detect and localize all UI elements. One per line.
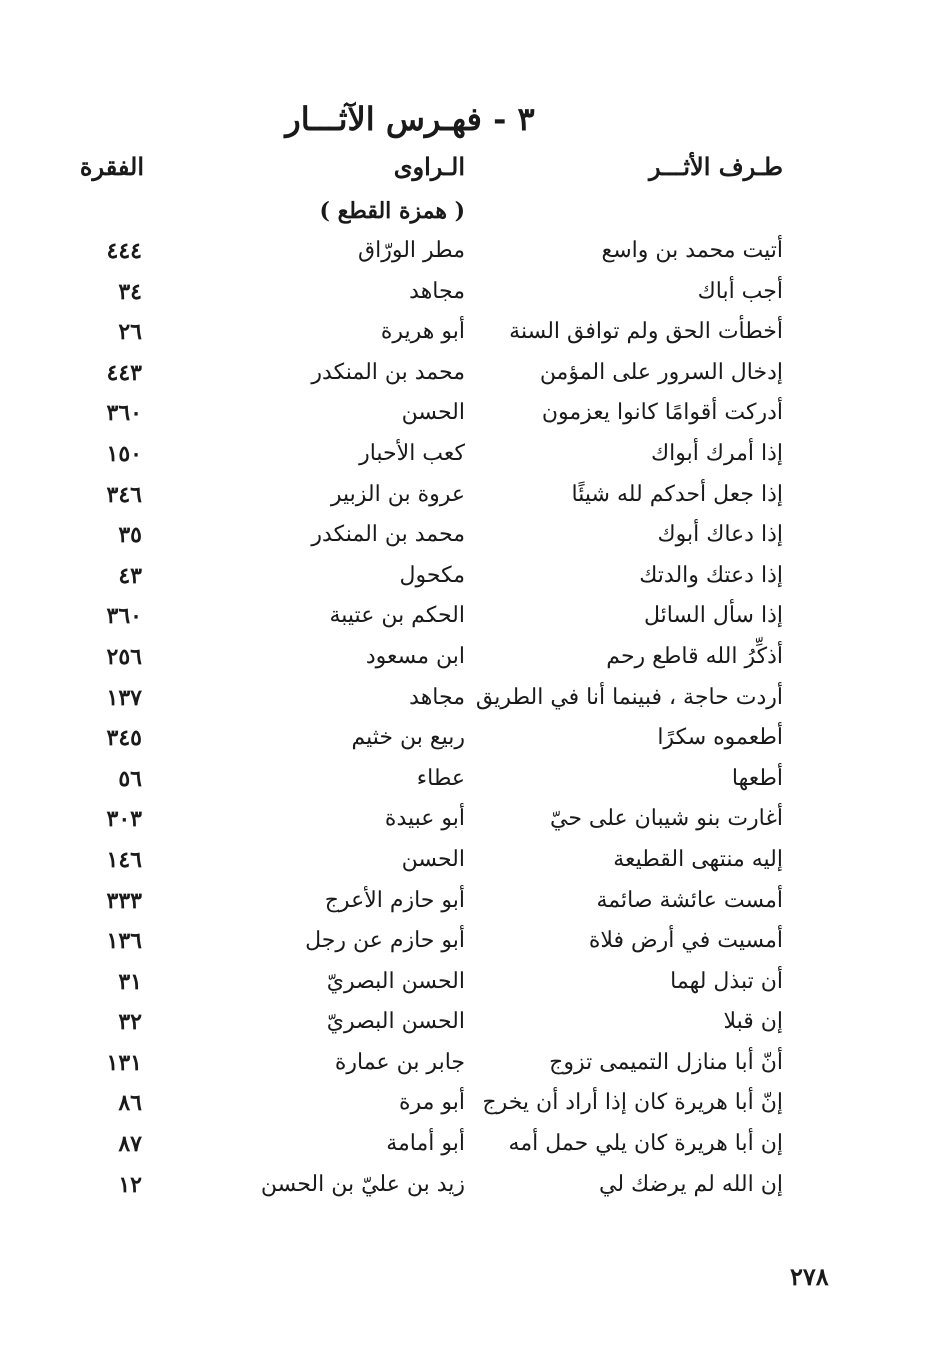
- paragraph-cell: ٤٤٤: [106, 238, 142, 264]
- rawi-cell: مجاهد: [409, 684, 465, 710]
- table-row: [0, 319, 941, 360]
- athar-cell: إدخال السرور على المؤمن: [539, 359, 783, 385]
- athar-cell: إن أبا هريرة كان يلي حمل أمه: [508, 1131, 783, 1157]
- table-row: [0, 400, 941, 441]
- table-row: [0, 1009, 941, 1050]
- column-header-paragraph: الفقرة: [79, 152, 144, 181]
- table-row: [0, 603, 941, 644]
- athar-cell: أمسيت في أرض فلاة: [588, 928, 783, 954]
- athar-cell: أجب أباك: [697, 278, 783, 304]
- athar-cell: إذا دعاك أبوك: [657, 522, 783, 548]
- athar-cell: إن قبلا: [723, 1009, 783, 1035]
- column-header-athar: طـرف الأثـــر: [649, 152, 783, 181]
- table-row: [0, 279, 941, 320]
- rawi-cell: أبو أمامة: [386, 1131, 465, 1157]
- table-row: [0, 644, 941, 685]
- table-header: [0, 152, 941, 192]
- rawi-cell: زيد بن عليّ بن الحسن: [260, 1171, 465, 1197]
- table-row: [0, 482, 941, 523]
- table-row: [0, 685, 941, 726]
- rawi-cell: الحكم بن عتيبة: [329, 603, 465, 629]
- rawi-cell: جابر بن عمارة: [334, 1049, 465, 1075]
- athar-cell: إذا دعتك والدتك: [639, 562, 783, 588]
- athar-cell: أن تبذل لهما: [670, 968, 783, 994]
- rawi-cell: أبو هريرة: [380, 319, 465, 345]
- rawi-cell: مطر الورّاق: [358, 238, 465, 263]
- athar-cell: إذا أمرك أبواك: [650, 440, 783, 466]
- table-row: [0, 522, 941, 563]
- rawi-cell: الحسن: [401, 846, 465, 872]
- paragraph-cell: ١٣٦: [106, 928, 142, 955]
- table-row: [0, 888, 941, 929]
- paragraph-cell: ٣٣٣: [106, 887, 142, 914]
- paragraph-cell: ٢٦: [118, 319, 142, 346]
- rawi-cell: أبو مرة: [398, 1090, 465, 1116]
- rawi-cell: الحسن: [401, 400, 465, 426]
- table-row: [0, 1090, 941, 1131]
- rawi-cell: مكحول: [399, 562, 465, 588]
- rawi-cell: أبو حازم عن رجل: [305, 928, 465, 954]
- paragraph-cell: ٨٦: [118, 1090, 142, 1117]
- rawi-cell: ربيع بن خثيم: [351, 725, 465, 751]
- athar-cell: أردت حاجة ، فبينما أنا في الطريق: [475, 684, 783, 710]
- paragraph-cell: ٨٧: [118, 1131, 142, 1158]
- rawi-cell: ابن مسعود: [365, 643, 465, 669]
- table-row: [0, 360, 941, 401]
- athar-cell: أغارت بنو شيبان على حيّ: [549, 806, 783, 832]
- paragraph-cell: ١٤٦: [106, 846, 142, 873]
- athar-cell: أطعها: [731, 765, 783, 791]
- column-header-rawi: الـراوى: [393, 152, 465, 181]
- athar-cell: أذكِّرُ الله قاطع رحم: [606, 643, 783, 669]
- table-row: [0, 725, 941, 766]
- paragraph-cell: ٣٥: [118, 522, 142, 549]
- table-row: [0, 1050, 941, 1091]
- table-row: [0, 563, 941, 604]
- athar-cell: أطعموه سكرًا: [657, 725, 783, 751]
- paragraph-cell: ٣٤٥: [106, 725, 142, 752]
- athar-cell: إذا سأل السائل: [643, 603, 783, 629]
- paragraph-cell: ٣٢: [118, 1009, 142, 1036]
- paragraph-cell: ١٢: [118, 1171, 142, 1198]
- rawi-cell: محمد بن المنكدر: [311, 522, 465, 548]
- table-row: [0, 766, 941, 807]
- rawi-cell: عروة بن الزبير: [330, 481, 465, 507]
- paragraph-cell: ٣٤: [118, 278, 142, 305]
- paragraph-cell: ٤٤٣: [106, 359, 142, 386]
- athar-cell: إذا جعل أحدكم لله شيئًا: [571, 481, 783, 507]
- table-row: [0, 1172, 941, 1213]
- rawi-cell: أبو حازم الأعرج: [324, 887, 465, 913]
- paragraph-cell: ٤٣: [118, 562, 142, 589]
- paragraph-cell: ٣٦٠: [106, 603, 142, 630]
- athar-cell: إليه منتهى القطيعة: [613, 846, 783, 872]
- page-number: ٢٧٨: [790, 1262, 829, 1291]
- paragraph-cell: ٢٥٦: [106, 643, 142, 670]
- paragraph-cell: ١٥٠: [106, 440, 142, 467]
- athar-cell: أخطأت الحق ولم توافق السنة: [509, 319, 783, 345]
- table-row: [0, 847, 941, 888]
- rawi-cell: أبو عبيدة: [384, 806, 465, 832]
- paragraph-cell: ١٣٧: [106, 684, 142, 711]
- rawi-cell: كعب الأحبار: [359, 440, 465, 466]
- paragraph-cell: ١٣١: [106, 1049, 142, 1076]
- table-row: [0, 806, 941, 847]
- rawi-cell: مجاهد: [409, 278, 465, 304]
- table-row: [0, 441, 941, 482]
- table-row: [0, 969, 941, 1010]
- rawi-cell: الحسن البصريّ: [326, 968, 465, 994]
- section-label: ( همزة القطع ): [319, 198, 465, 224]
- athar-cell: إنّ أبا هريرة كان إذا أراد أن يخرج: [482, 1090, 783, 1116]
- paragraph-cell: ٣٦٠: [106, 400, 142, 427]
- paragraph-cell: ٥٦: [118, 765, 142, 792]
- paragraph-cell: ٣٠٣: [106, 806, 142, 833]
- athar-cell: أتيت محمد بن واسع: [601, 238, 783, 263]
- rawi-cell: عطاء: [416, 765, 465, 791]
- athar-cell: أنّ أبا منازل التميمى تزوج: [549, 1049, 783, 1075]
- athar-cell: أدركت أقوامًا كانوا يعزمون: [541, 400, 783, 426]
- page-title: ٣ - فهـرس الآثـــار: [285, 100, 535, 138]
- paragraph-cell: ٣٤٦: [106, 481, 142, 508]
- athar-cell: أمست عائشة صائمة: [596, 887, 783, 913]
- table-row: [0, 928, 941, 969]
- athar-cell: إن الله لم يرضك لي: [598, 1171, 783, 1197]
- table-row: [0, 238, 941, 279]
- rawi-cell: محمد بن المنكدر: [311, 359, 465, 385]
- paragraph-cell: ٣١: [118, 968, 142, 995]
- table-row: [0, 1131, 941, 1172]
- index-table: [0, 238, 941, 1212]
- rawi-cell: الحسن البصريّ: [326, 1009, 465, 1035]
